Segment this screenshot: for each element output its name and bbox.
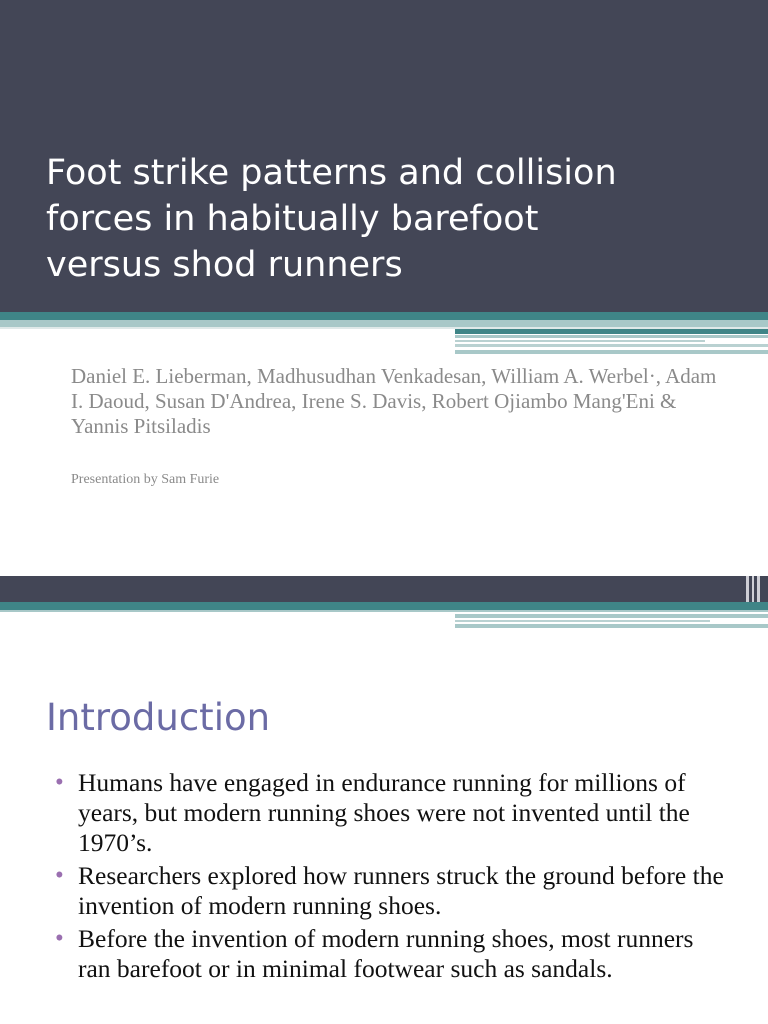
bullet-dot-icon: • <box>55 769 64 796</box>
presenter-credit: Presentation by Sam Furie <box>71 472 220 487</box>
bullet-list <box>50 768 730 987</box>
introduction-slide <box>0 576 768 1024</box>
bullet-item <box>50 768 730 858</box>
slide-title: Foot strike patterns and collision forces in habitually barefoot versus shod runners <box>46 153 617 285</box>
bullet-item <box>50 861 730 921</box>
bullet-dot-icon: • <box>55 925 64 952</box>
author-list: Daniel E. Lieberman, Madhusudhan Venkadesan, William A. Werbel·, Adam I. Daoud, Susan D'Andrea, Irene S. Davis, Robert Ojiambo Mang'Eni & Yannis Pitsiladis <box>71 364 717 438</box>
slide2-header-band <box>0 576 768 602</box>
bullet-text: Researchers explored how runners struck the ground before the invention of modern running shoes. <box>78 861 724 920</box>
slide-heading: Introduction <box>46 696 271 739</box>
bullet-text: Humans have engaged in endurance running for millions of years, but modern running shoes were not invented until the 1970’s. <box>78 768 690 857</box>
bullet-dot-icon: • <box>55 862 64 889</box>
bullet-item <box>50 924 730 984</box>
bullet-text: Before the invention of modern running shoes, most runners ran barefoot or in minimal footwear such as sandals. <box>78 924 694 983</box>
